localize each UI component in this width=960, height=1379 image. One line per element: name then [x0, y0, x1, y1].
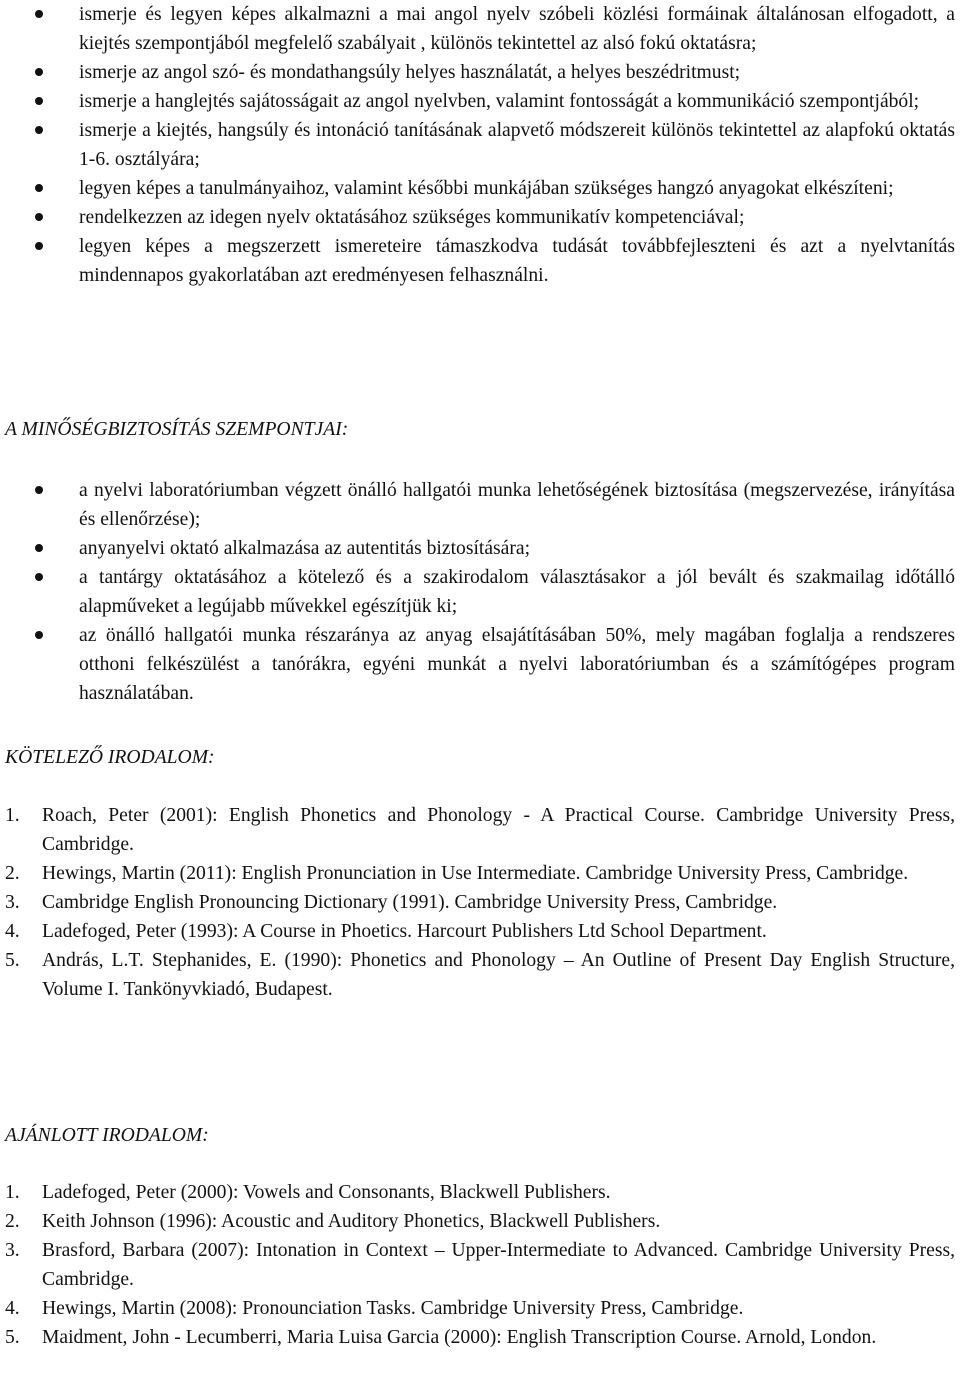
- bullet-icon: [35, 184, 43, 192]
- list-item: [0, 888, 960, 917]
- list-item: [0, 58, 960, 87]
- list-item: [0, 203, 960, 232]
- list-number: 4.: [5, 1298, 20, 1319]
- list-number: 5.: [5, 1327, 20, 1348]
- required-reading-heading: KÖTELEZŐ IRODALOM:: [5, 747, 215, 768]
- list-item: [0, 801, 960, 859]
- bullet-icon: [35, 126, 43, 134]
- list-number: 1.: [5, 1182, 20, 1203]
- list-item-text: ismerje és legyen képes alkalmazni a mai angol nyelv szóbeli közlési formáinak általánosan elfogadott, a kiejtés szempontjából megfelelő szabályait , különös tekintettel az alsó fokú oktatásra;: [79, 4, 955, 54]
- intro-bullet-list: [0, 0, 960, 290]
- list-item: [0, 0, 960, 58]
- list-number: 3.: [5, 892, 20, 913]
- list-item: [0, 1178, 960, 1207]
- required-reading-list: [0, 801, 960, 1004]
- quality-bullet-section: [0, 476, 960, 708]
- list-item-text: anyanyelvi oktató alkalmazása az autentitás biztosítására;: [79, 538, 531, 559]
- list-item: [0, 859, 960, 888]
- list-item-text: Keith Johnson (1996): Acoustic and Auditory Phonetics, Blackwell Publishers.: [42, 1211, 661, 1232]
- list-item-text: Roach, Peter (2001): English Phonetics and Phonology - A Practical Course. Cambridge University Press, Cambridge.: [42, 805, 955, 855]
- list-item-text: Cambridge English Pronouncing Dictionary (1991). Cambridge University Press, Cambridge.: [42, 892, 778, 913]
- list-item: [0, 1323, 960, 1352]
- bullet-icon: [35, 631, 43, 639]
- list-item-text: legyen képes a megszerzett ismereteire támaszkodva tudását továbbfejleszteni és azt a nyelvtanítás mindennapos gyakorlatában azt eredményesen felhasználni.: [79, 236, 955, 286]
- list-item-text: Ladefoged, Peter (1993): A Course in Phoetics. Harcourt Publishers Ltd School Department.: [42, 921, 767, 942]
- list-item: [0, 87, 960, 116]
- list-number: 5.: [5, 950, 20, 971]
- list-item: [0, 563, 960, 621]
- list-item: [0, 1207, 960, 1236]
- intro-bullet-section: [0, 0, 960, 290]
- list-number: 2.: [5, 863, 20, 884]
- list-number: 1.: [5, 805, 20, 826]
- list-item: [0, 174, 960, 203]
- bullet-icon: [35, 544, 43, 552]
- bullet-icon: [35, 68, 43, 76]
- list-item: [0, 534, 960, 563]
- quality-bullet-list: [0, 476, 960, 708]
- quality-heading: A MINŐSÉGBIZTOSÍTÁS SZEMPONTJAI:: [5, 419, 349, 440]
- bullet-icon: [35, 573, 43, 581]
- list-item-text: Ladefoged, Peter (2000): Vowels and Consonants, Blackwell Publishers.: [42, 1182, 611, 1203]
- required-reading-section: [0, 801, 960, 1004]
- list-item-text: rendelkezzen az idegen nyelv oktatásához szükséges kommunikatív kompetenciával;: [79, 207, 745, 228]
- bullet-icon: [35, 242, 43, 250]
- bullet-icon: [35, 10, 43, 18]
- recommended-reading-section: [0, 1178, 960, 1352]
- list-item: [0, 1294, 960, 1323]
- list-item-text: a nyelvi laboratóriumban végzett önálló hallgatói munka lehetőségének biztosítása (megszervezése, irányítása és ellenőrzése);: [79, 480, 955, 530]
- recommended-reading-list: [0, 1178, 960, 1352]
- list-item: [0, 116, 960, 174]
- recommended-reading-heading: AJÁNLOTT IRODALOM:: [5, 1125, 209, 1146]
- list-item-text: Maidment, John - Lecumberri, Maria Luisa Garcia (2000): English Transcription Course. Arnold, London.: [42, 1327, 877, 1348]
- list-item: [0, 917, 960, 946]
- bullet-icon: [35, 486, 43, 494]
- bullet-icon: [35, 97, 43, 105]
- list-number: 2.: [5, 1211, 20, 1232]
- list-item-text: Hewings, Martin (2011): English Pronunciation in Use Intermediate. Cambridge University Press, Cambridge.: [42, 863, 909, 884]
- list-item-text: ismerje az angol szó- és mondathangsúly helyes használatát, a helyes beszédritmust;: [79, 62, 741, 83]
- list-item: [0, 1236, 960, 1294]
- bullet-icon: [35, 213, 43, 221]
- list-item-text: András, L.T. Stephanides, E. (1990): Phonetics and Phonology – An Outline of Present Day English Structure, Volume I. Tankönyvkiadó, Budapest.: [42, 950, 955, 1000]
- list-item-text: ismerje a kiejtés, hangsúly és intonáció tanításának alapvető módszereit különös tekintettel az alapfokú oktatás 1-6. osztályára;: [79, 120, 955, 170]
- list-number: 4.: [5, 921, 20, 942]
- list-item: [0, 232, 960, 290]
- list-item-text: a tantárgy oktatásához a kötelező és a szakirodalom választásakor a jól bevált és szakmailag időtálló alapműveket a legújabb művekkel egészítjük ki;: [79, 567, 955, 617]
- list-number: 3.: [5, 1240, 20, 1261]
- list-item: [0, 621, 960, 708]
- list-item-text: az önálló hallgatói munka részaránya az anyag elsajátításában 50%, mely magában foglalja a rendszeres otthoni felkészülést a tanórákra, egyéni munkát a nyelvi laboratóriumban és a számítógépes program használatában.: [79, 625, 955, 704]
- list-item-text: Hewings, Martin (2008): Pronounciation Tasks. Cambridge University Press, Cambridge.: [42, 1298, 744, 1319]
- list-item-text: Brasford, Barbara (2007): Intonation in Context – Upper-Intermediate to Advanced. Cambridge University Press, Cambridge.: [42, 1240, 955, 1290]
- list-item: [0, 946, 960, 1004]
- list-item-text: ismerje a hanglejtés sajátosságait az angol nyelvben, valamint fontosságát a kommunikáció szempontjából;: [79, 91, 920, 112]
- list-item-text: legyen képes a tanulmányaihoz, valamint későbbi munkájában szükséges hangzó anyagokat elkészíteni;: [79, 178, 894, 199]
- list-item: [0, 476, 960, 534]
